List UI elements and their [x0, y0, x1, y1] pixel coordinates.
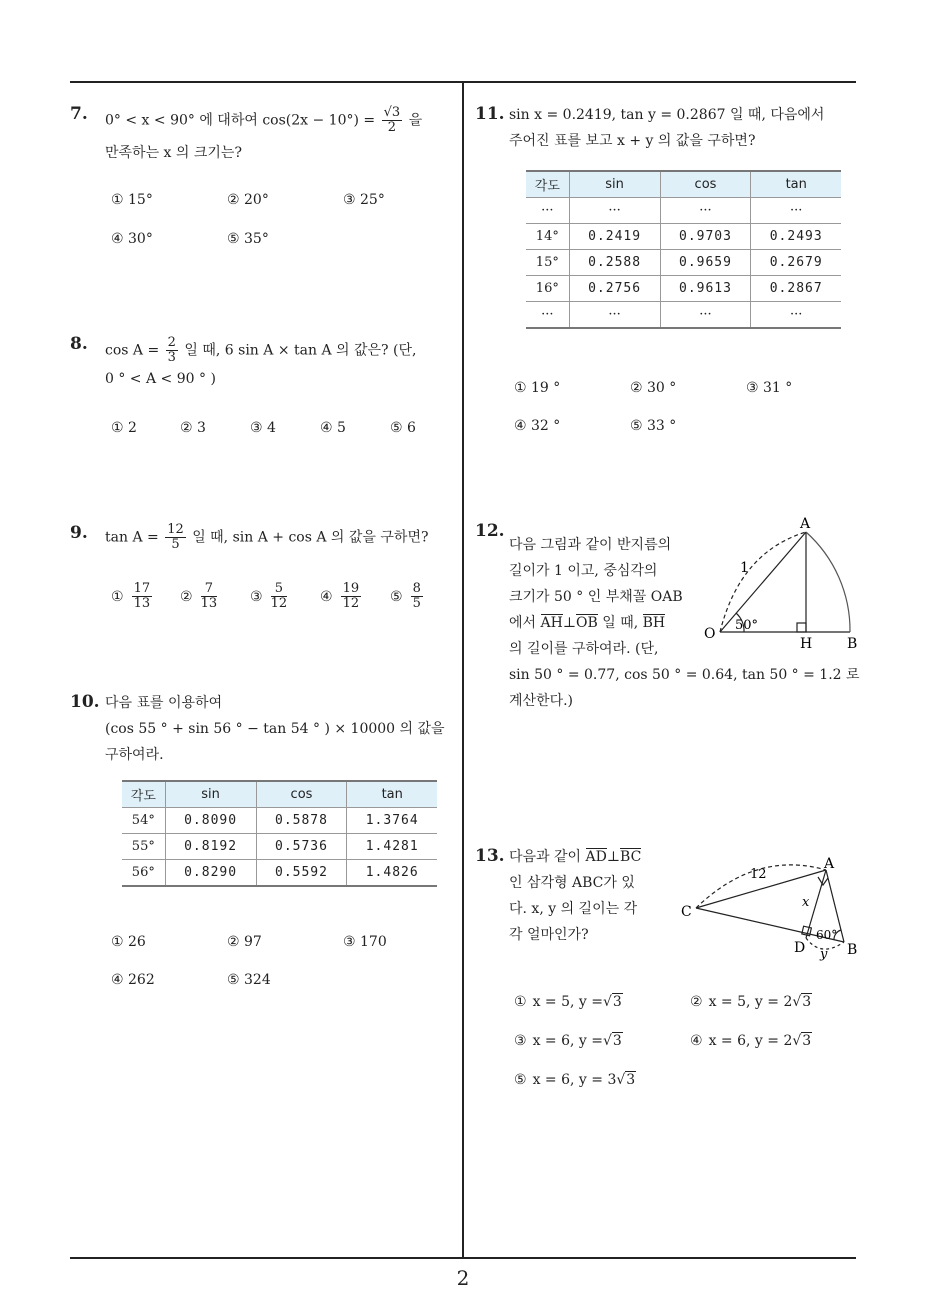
- value-table: [122, 780, 437, 887]
- table-header: cos: [256, 781, 347, 808]
- table-header: cos: [660, 171, 751, 198]
- question-number: 8.: [70, 334, 88, 354]
- question-stem-line3: 다. x, y 의 길이는 각: [509, 901, 638, 917]
- option-4[interactable]: ④ 262: [111, 972, 155, 988]
- table-header-row: [122, 781, 437, 808]
- question-stem-line2: (cos 55 ° + sin 56 ° − tan 54 ° ) × 10000 의 값을: [105, 721, 445, 737]
- question-stem-line2: 길이가 1 이고, 중심각의: [509, 563, 658, 579]
- question-stem-line4: 각 얼마인가?: [509, 927, 589, 943]
- question-number: 11.: [475, 104, 505, 124]
- table-header-row: [526, 171, 841, 198]
- question-stem-line4: 에서 AH⊥OB 일 때, BH: [509, 615, 666, 631]
- fraction: $\frac{√3}{2}$: [383, 105, 401, 135]
- table-row: 56° 0.8290 0.5592 1.4826: [122, 860, 437, 887]
- option-5[interactable]: ⑤ x = 6, y = 3√3: [514, 1072, 636, 1088]
- question-stem: sin x = 0.2419, tan y = 0.2867 일 때, 다음에서: [509, 107, 825, 123]
- option-1[interactable]: ① 26: [111, 934, 146, 950]
- fraction: $\frac{2}{3}$: [167, 335, 176, 365]
- table-row: 54° 0.8090 0.5878 1.3764: [122, 808, 437, 834]
- question-stem-line1: 다음 그림과 같이 반지름의: [509, 537, 672, 553]
- question-stem-line2: 만족하는 x 의 크기는?: [105, 145, 242, 161]
- question-stem-line1: 다음과 같이 AD⊥BC: [509, 849, 642, 865]
- question-stem-line7: 계산한다.): [509, 693, 574, 709]
- table-row: ··· ··· ··· ···: [526, 302, 841, 329]
- option-1[interactable]: ① 19 °: [514, 380, 561, 396]
- sector-diagram: [700, 512, 870, 657]
- label-x: x: [802, 895, 810, 910]
- label-angle: 50°: [735, 618, 759, 633]
- label-o: O: [704, 626, 716, 642]
- option-2[interactable]: ② 97: [227, 934, 262, 950]
- table-row: 16° 0.2756 0.9613 0.2867: [526, 276, 841, 302]
- option-4[interactable]: ④ x = 6, y = 2√3: [690, 1033, 812, 1049]
- option-3[interactable]: ③ 4: [250, 420, 276, 436]
- table-header: sin: [569, 171, 660, 198]
- option-3[interactable]: ③ 31 °: [746, 380, 793, 396]
- triangle-diagram: [676, 850, 866, 965]
- question-stem: 다음 표를 이용하여: [105, 695, 223, 711]
- column-divider: [462, 82, 464, 1258]
- label-h: H: [800, 636, 813, 652]
- option-4[interactable]: ④ $\frac{19}{12}$: [320, 581, 360, 611]
- option-4[interactable]: ④ 30°: [111, 231, 153, 247]
- option-5[interactable]: ⑤ 35°: [227, 231, 269, 247]
- option-3[interactable]: ③ x = 6, y =√3: [514, 1033, 622, 1049]
- question-stem-line3: 구하여라.: [105, 747, 164, 763]
- question-stem-line5: 의 길이를 구하여라. (단,: [509, 641, 659, 657]
- label-d: D: [794, 940, 806, 956]
- option-1[interactable]: ① 15°: [111, 192, 153, 208]
- label-b: B: [847, 942, 858, 958]
- table-header: 각도: [122, 781, 165, 808]
- table-row: ··· ··· ··· ···: [526, 198, 841, 224]
- option-5[interactable]: ⑤ 33 °: [630, 418, 677, 434]
- table-row: 15° 0.2588 0.9659 0.2679: [526, 250, 841, 276]
- question-stem: 0° < x < 90° 에 대하여 cos(2x − 10°) = $\frac{√3}{2}$ 을: [105, 105, 423, 135]
- table-row: 55° 0.8192 0.5736 1.4281: [122, 834, 437, 860]
- option-3[interactable]: ③ 170: [343, 934, 387, 950]
- label-angle: 60°: [816, 928, 838, 942]
- question-number: 13.: [475, 846, 505, 866]
- option-4[interactable]: ④ 32 °: [514, 418, 561, 434]
- label-a: A: [800, 516, 811, 532]
- question-stem-line2: 인 삼각형 ABC가 있: [509, 875, 635, 891]
- question-stem-line2: 0 ° < A < 90 ° ): [105, 371, 216, 387]
- option-5[interactable]: ⑤ 324: [227, 972, 271, 988]
- question-stem-line6: sin 50 ° = 0.77, cos 50 ° = 0.64, tan 50 ° = 1.2 로: [509, 667, 860, 683]
- option-1[interactable]: ① x = 5, y =√3: [514, 994, 622, 1010]
- page-number: 2: [456, 1266, 470, 1290]
- option-3[interactable]: ③ $\frac{5}{12}$: [250, 581, 288, 611]
- option-2[interactable]: ② x = 5, y = 2√3: [690, 994, 812, 1010]
- question-stem-line2: 주어진 표를 보고 x + y 의 값을 구하면?: [509, 133, 756, 149]
- option-3[interactable]: ③ 25°: [343, 192, 385, 208]
- question-number: 9.: [70, 523, 88, 543]
- label-c: C: [681, 904, 692, 920]
- question-number: 10.: [70, 692, 100, 712]
- value-table: [526, 170, 841, 329]
- option-2[interactable]: ② 3: [180, 420, 206, 436]
- question-stem: cos A = $\frac{2}{3}$ 일 때, 6 sin A × tan A 의 값은? (단,: [105, 335, 417, 365]
- question-stem-line3: 크기가 50 ° 인 부채꼴 OAB: [509, 589, 683, 605]
- option-1[interactable]: ① $\frac{17}{13}$: [111, 581, 151, 611]
- option-5[interactable]: ⑤ $\frac{8}{5}$: [390, 581, 421, 611]
- table-header: 각도: [526, 171, 569, 198]
- label-a: A: [824, 856, 835, 872]
- option-1[interactable]: ① 2: [111, 420, 137, 436]
- bottom-rule: [70, 1257, 856, 1259]
- option-4[interactable]: ④ 5: [320, 420, 346, 436]
- table-header: tan: [347, 781, 437, 808]
- question-number: 7.: [70, 104, 88, 124]
- option-5[interactable]: ⑤ 6: [390, 420, 416, 436]
- question-stem: tan A = $\frac{12}{5}$ 일 때, sin A + cos A 의 값을 구하면?: [105, 522, 429, 552]
- table-header: sin: [165, 781, 256, 808]
- option-2[interactable]: ② $\frac{7}{13}$: [180, 581, 218, 611]
- question-number: 12.: [475, 521, 505, 541]
- option-2[interactable]: ② 30 °: [630, 380, 677, 396]
- label-y: y: [820, 947, 828, 962]
- table-header: tan: [751, 171, 841, 198]
- label-side: 12: [750, 867, 767, 882]
- table-row: 14° 0.2419 0.9703 0.2493: [526, 224, 841, 250]
- label-b: B: [847, 636, 858, 652]
- option-2[interactable]: ② 20°: [227, 192, 269, 208]
- fraction: $\frac{12}{5}$: [167, 522, 184, 552]
- label-radius: 1: [740, 560, 749, 576]
